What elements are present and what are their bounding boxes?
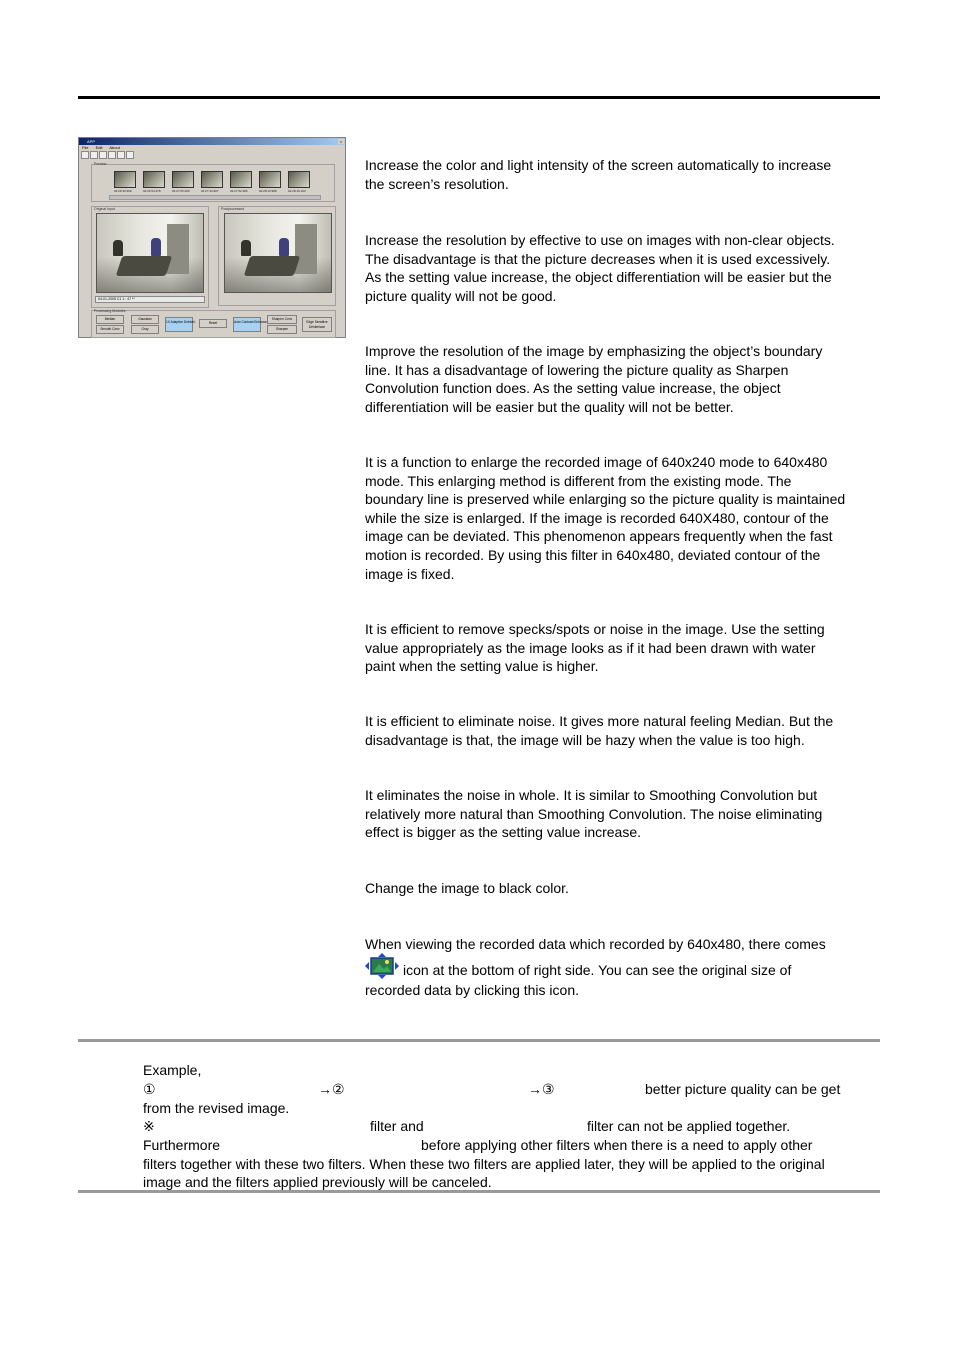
postprocessed-label: Postprocessed [221, 207, 245, 211]
description-paragraph [365, 786, 877, 842]
thumbnail-time: 02:26:30.308 [114, 189, 132, 193]
paragraph-line: Increase the resolution by effective to use on images with non-clear objects. [365, 232, 835, 248]
paragraph-line: Change the image to black color. [365, 880, 569, 896]
preview-thumbnail[interactable] [172, 171, 194, 188]
adaptive-deinterlace-button[interactable]: 1X Adaptive Deinterl. [165, 317, 193, 332]
thumbnail-time: 02:27:43.907 [201, 189, 219, 193]
median-button[interactable]: Median [96, 315, 124, 324]
paragraph-line: The disadvantage is that the picture decreases when it is used excessively. [365, 250, 831, 267]
preview-label: Preview [94, 162, 107, 166]
original-input-label: Original Input [94, 207, 115, 211]
thumbnail-time: 02:28:16.193 [288, 189, 306, 193]
paragraph-line: differentiation will be easier but the quality will not be better. [365, 398, 734, 415]
description-paragraph [365, 712, 877, 749]
paragraph-line: effect is bigger as the setting value increase. [365, 824, 642, 841]
note-line: filters together with these two filters. When these two filters are applied later, they will be applied to the original [143, 1156, 825, 1172]
note-step-2: →② [318, 1081, 345, 1097]
paragraph-line: paint when the setting value is higher. [365, 658, 599, 675]
paragraph-line: line. It has a disadvantage of lowering the picture quality as Sharpen [365, 361, 789, 378]
paragraph-line: value appropriately as the image looks as if it had been drawn with water [365, 639, 816, 656]
preview-scrollbar[interactable] [109, 195, 321, 200]
description-paragraph [365, 156, 877, 193]
note-line: image and the filters applied previously will be canceled. [143, 1174, 492, 1190]
paragraph-line: image can be deviated. This phenomenon appears frequently when the fast [365, 528, 833, 545]
preview-thumbnail[interactable] [259, 171, 281, 188]
paragraph-line: It eliminates the noise in whole. It is similar to Smoothing Convolution but [365, 787, 818, 803]
paragraph-line: Convolution function does. As the setting value increase, the object [365, 380, 781, 397]
paragraph-line: while the size is enlarged. If the image is recorded 640X480, contour of the [365, 509, 829, 526]
note-text: better picture quality can be get [645, 1081, 841, 1097]
note-text: filter and [370, 1118, 424, 1134]
note-line: from the revised image. [143, 1100, 290, 1116]
description-paragraph [365, 231, 877, 305]
original-size-icon[interactable] [365, 953, 399, 979]
paragraph-line: relatively more natural than Smoothing Convolution. The noise eliminating [365, 805, 823, 822]
paragraph-line: It is a function to enlarge the recorded image of 640x240 mode to 640x480 [365, 454, 828, 470]
paragraph-line: As the setting value increase, the object differentiation will be easier but the [365, 269, 832, 286]
back-icon[interactable] [90, 151, 98, 159]
paragraph-line: boundary line is preserved while enlarging so the picture quality is maintained [365, 491, 846, 508]
icon-paragraph-line: icon at the bottom of right side. You can see the original size of [403, 962, 792, 978]
menu-file[interactable]: File [82, 145, 89, 150]
description-paragraph [365, 342, 877, 416]
note-line: Example, [143, 1062, 202, 1078]
paragraph-line: It is efficient to eliminate noise. It gives more natural feeling Median. But the [365, 713, 834, 729]
description-paragraph [365, 879, 877, 898]
note-step-3: →③ [528, 1081, 555, 1097]
paragraph-line: image is fixed. [365, 565, 455, 582]
sharpen-conv-button[interactable]: Sharpen Conv [267, 315, 297, 324]
header-rule [78, 96, 880, 99]
paragraph-line: Improve the resolution of the image by emphasizing the object’s boundary [365, 343, 823, 359]
menu-about[interactable]: About [109, 145, 120, 150]
thumbnail-time: 02:27:52.386 [230, 189, 248, 193]
preview-thumbnail[interactable] [114, 171, 136, 188]
icon-paragraph [365, 953, 877, 999]
note-step-1: ① [143, 1081, 156, 1097]
thumbnail-time: 02:28:13.988 [259, 189, 277, 193]
paragraph-line: disadvantage is that, the image will be hazy when the value is too high. [365, 731, 805, 748]
paragraph-line: It is efficient to remove specks/spots or noise in the image. Use the setting [365, 621, 825, 637]
smooth-conv-button[interactable]: Smooth Conv [96, 325, 124, 334]
paragraph-line: the screen’s resolution. [365, 175, 509, 192]
original-image [96, 213, 204, 293]
open-icon[interactable] [81, 151, 89, 159]
postprocessed-image [224, 213, 332, 293]
status-bar: 04-01-2005 C1 1 : 47 ** [95, 296, 205, 303]
preview-thumbnail[interactable] [288, 171, 310, 188]
note-text: filter can not be applied together. [587, 1118, 791, 1134]
preview-thumbnail[interactable] [230, 171, 252, 188]
save-icon[interactable] [99, 151, 107, 159]
thumbnail-time: 02:26:54.378 [143, 189, 161, 193]
gaussian-button[interactable]: Gaussian [131, 315, 159, 324]
reset-button[interactable]: Reset [199, 319, 227, 328]
description-paragraph [365, 620, 877, 676]
auto-contrast-button[interactable]: Auto Contrast Enhance [233, 317, 261, 332]
paragraph-line: mode. This enlarging method is different from the existing mode. The [365, 472, 792, 489]
app-title: APP [87, 139, 96, 144]
sharpen-button[interactable]: Sharpen [267, 325, 297, 334]
close-icon[interactable]: × [339, 139, 343, 144]
edge-deinterlace-button[interactable]: Edge Sensitive Deinterlace [302, 317, 332, 332]
preview-thumbnail[interactable] [143, 171, 165, 188]
paragraph-line: Increase the color and light intensity of the screen automatically to increase [365, 157, 832, 173]
help-icon[interactable] [126, 151, 134, 159]
description-paragraph [365, 453, 877, 583]
paragraph-line: picture quality will not be good. [365, 287, 557, 304]
preview-thumbnail[interactable] [201, 171, 223, 188]
reference-mark: ※ [143, 1118, 155, 1134]
note-text: before applying other filters when there is a need to apply other [421, 1137, 813, 1153]
app-window-screenshot [78, 137, 346, 338]
description-paragraph [365, 935, 877, 954]
print-icon[interactable] [108, 151, 116, 159]
app-toolbar [79, 151, 345, 160]
icon-paragraph-line: recorded data by clicking this icon. [365, 981, 579, 998]
gray-button[interactable]: Gray [131, 325, 159, 334]
menu-edit[interactable]: Edit [95, 145, 103, 150]
paragraph-line: When viewing the recorded data which recorded by 640x480, there comes [365, 936, 826, 952]
app-titlebar [79, 138, 345, 145]
copy-icon[interactable] [117, 151, 125, 159]
note-text: Furthermore [143, 1137, 221, 1153]
processing-modules-label: Processing Modules [94, 309, 126, 313]
paragraph-line: motion is recorded. By using this filter in 640x480, deviated contour of the [365, 546, 821, 563]
thumbnail-time: 02:27:05.290 [172, 189, 190, 193]
